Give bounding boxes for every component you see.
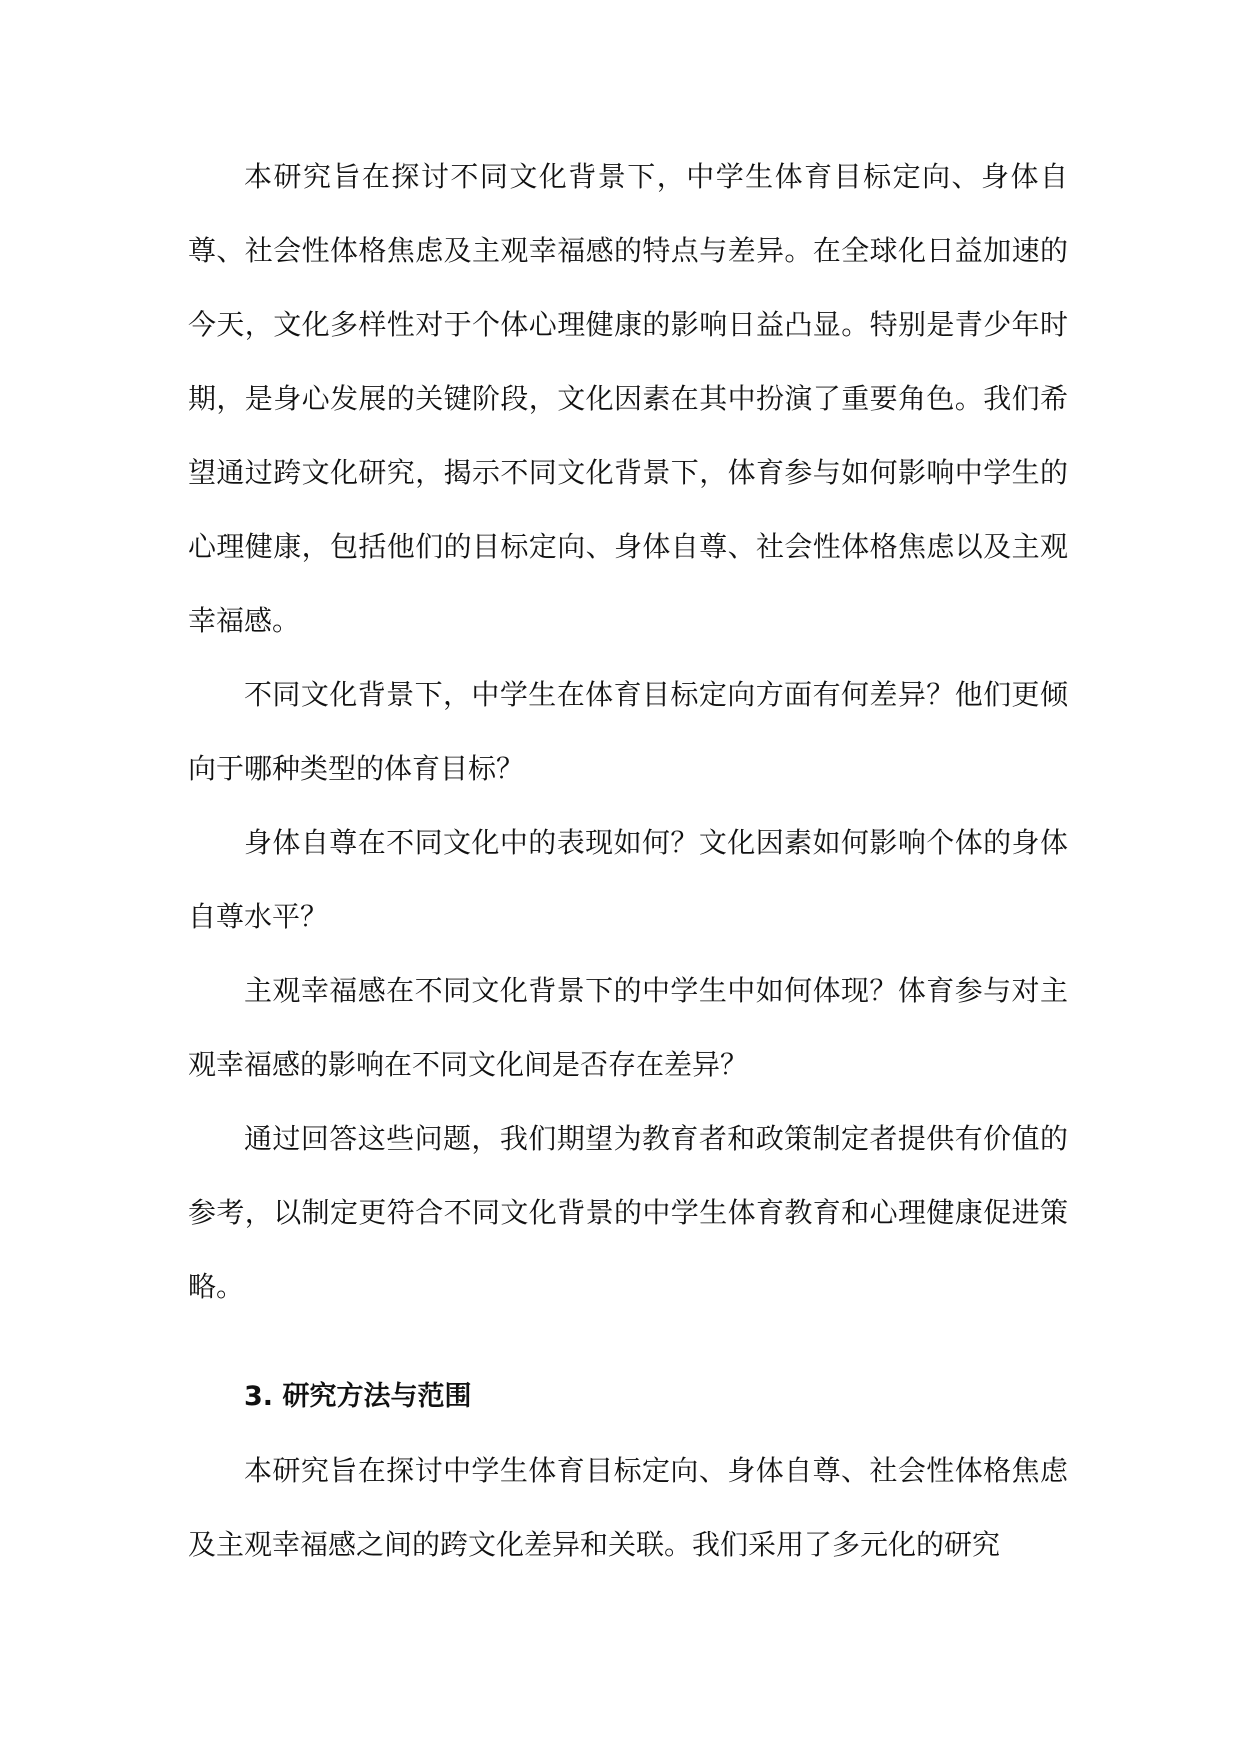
document-body (188, 140, 1068, 1582)
paragraph-research-purpose: 本研究旨在探讨不同文化背景下，中学生体育目标定向、身体自尊、社会性体格焦虑及主观幸福感的特点与差异。在全球化日益加速的今天，文化多样性对于个体心理健康的影响日益凸显。特别是青少年时期，是身心发展的关键阶段，文化因素在其中扮演了重要角色。我们希望通过跨文化研究，揭示不同文化背景下，体育参与如何影响中学生的心理健康，包括他们的目标定向、身体自尊、社会性体格焦虑以及主观幸福感。 (188, 160, 1068, 637)
paragraph-methods-intro: 本研究旨在探讨中学生体育目标定向、身体自尊、社会性体格焦虑及主观幸福感之间的跨文化差异和关联。我们采用了多元化的研究 (188, 1454, 1068, 1561)
paragraph-expected-contribution: 通过回答这些问题，我们期望为教育者和政策制定者提供有价值的参考，以制定更符合不同文化背景的中学生体育教育和心理健康促进策略。 (188, 1122, 1068, 1303)
paragraph-question-body-esteem: 身体自尊在不同文化中的表现如何？文化因素如何影响个体的身体自尊水平？ (188, 826, 1068, 933)
section-heading-methods: 3. 研究方法与范围 (244, 1381, 472, 1412)
paragraph-question-wellbeing: 主观幸福感在不同文化背景下的中学生中如何体现？体育参与对主观幸福感的影响在不同文化间是否存在差异？ (188, 974, 1068, 1081)
paragraph-question-goal-orientation: 不同文化背景下，中学生在体育目标定向方面有何差异？他们更倾向于哪种类型的体育目标？ (188, 678, 1068, 785)
